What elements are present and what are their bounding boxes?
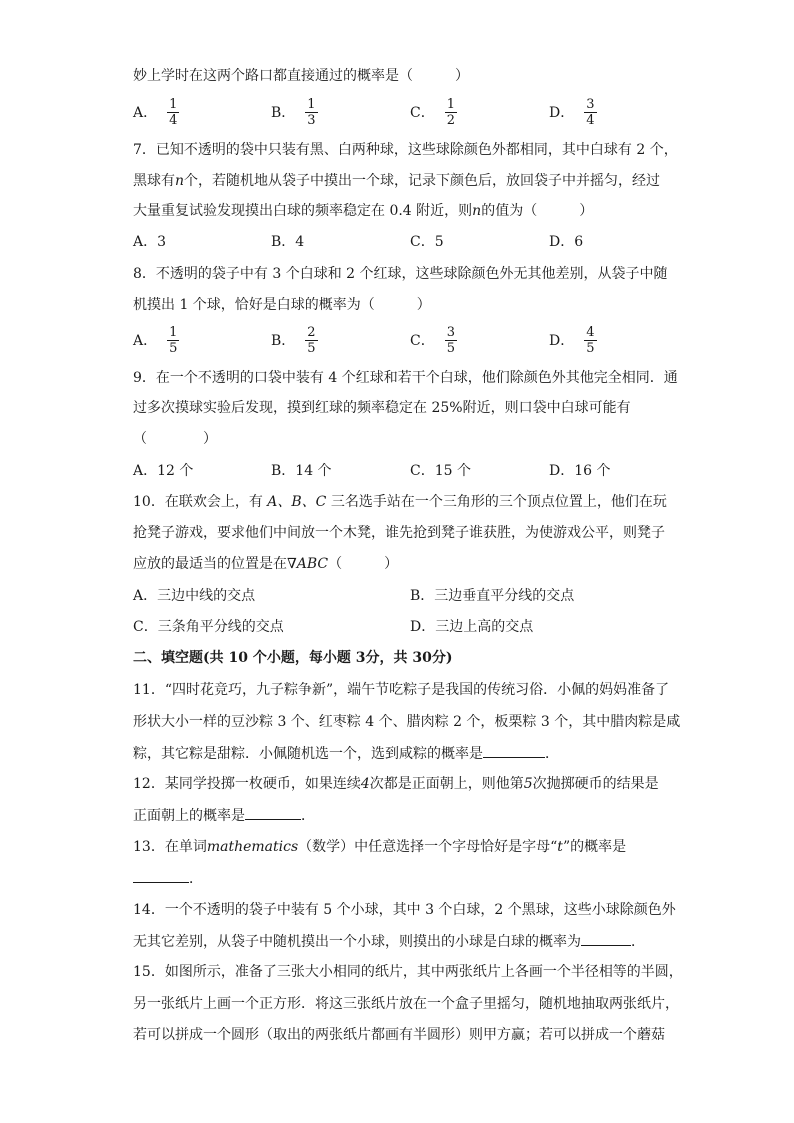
q6-option-d[interactable] <box>549 92 597 132</box>
q14-line-2: 无其它差别，从袋子中随机摸出一个小球，则摸出的小球是白球的概率为 ． <box>133 931 645 952</box>
fraction: $\frac{3}{4}$ <box>586 96 595 128</box>
q8-option-b[interactable] <box>271 320 318 360</box>
q6-option-b[interactable] <box>271 92 318 132</box>
q10-line-2: 抢凳子游戏，要求他们中间放一个木凳，谁先抢到凳子谁获胜，为使游戏公平，则凳子 <box>133 525 665 541</box>
q11-line-2: 形状大小一样的豆沙粽 3 个、红枣粽 4 个、腊肉粽 2 个，板栗粽 3 个，其中腊肉粽是咸 <box>133 714 681 730</box>
option-label: B． <box>271 333 296 349</box>
q7-option-a[interactable]: A．3 <box>133 234 167 250</box>
q8-option-a[interactable] <box>133 320 179 360</box>
q15-line-1: 15．如图所示，准备了三张大小相同的纸片，其中两张纸片上各画一个半径相等的半圆， <box>133 964 683 980</box>
q7-option-c[interactable]: C．5 <box>410 234 444 250</box>
q9-option-b[interactable]: B．14 个 <box>271 463 332 479</box>
q8-option-d[interactable] <box>549 320 597 360</box>
q8-line-2: 机摸出 1 个球，恰好是白球的概率为（ ） <box>133 297 431 313</box>
q11-line-3: 粽，其它粽是甜粽．小佩随机选一个，选到咸粽的概率是 ． <box>133 743 559 764</box>
answer-blank[interactable] <box>245 805 301 820</box>
q11-line-1: 11．“四时花竞巧，九子粽争新”，端午节吃粽子是我国的传统习俗．小佩的妈妈准备了 <box>133 682 670 698</box>
answer-blank[interactable] <box>483 743 545 758</box>
q8-options <box>133 320 693 360</box>
answer-blank[interactable] <box>133 868 189 883</box>
option-label: C． <box>410 333 435 349</box>
q9-line-2: 过多次摸球实验后发现，摸到红球的频率稳定在 25%附近，则口袋中白球可能有 <box>133 400 631 416</box>
q6-options <box>133 92 693 132</box>
fraction: $\frac{1}{4}$ <box>169 96 178 128</box>
q9-option-a[interactable]: A．12 个 <box>133 463 194 479</box>
q6-stem-tail: 妙上学时在这两个路口都直接通过的概率是（ ） <box>133 68 469 84</box>
fraction: $\frac{4}{5}$ <box>586 324 595 356</box>
q13-line-1: 13．在单词mathematics（数学）中任意选择一个字母恰好是字母“t”的概率是 <box>133 839 627 855</box>
option-label: C． <box>410 105 435 121</box>
fraction: $\frac{1}{5}$ <box>169 324 178 356</box>
option-label: D． <box>549 105 575 121</box>
q7-line-1: 7．已知不透明的袋中只装有黑、白两种球，这些球除颜色外都相同，其中白球有 2 个， <box>133 142 678 158</box>
q8-option-c[interactable] <box>410 320 457 360</box>
q10-option-b[interactable]: B．三边垂直平分线的交点 <box>410 588 575 604</box>
q10-line-3: 应放的最适当的位置是在∇ABC（ ） <box>133 556 399 572</box>
q8-line-1: 8．不透明的袋子中有 3 个白球和 2 个红球，这些球除颜色外无其他差别，从袋子中随 <box>133 266 668 282</box>
q6-option-c[interactable] <box>410 92 457 132</box>
q12-line-2: 正面朝上的概率是 ． <box>133 805 315 826</box>
q10-line-1: 10．在联欢会上，有 A、B、C 三名选手站在一个三角形的三个顶点位置上，他们在玩 <box>133 494 667 510</box>
q10-option-c[interactable]: C．三条角平分线的交点 <box>133 619 284 635</box>
fraction: $\frac{2}{5}$ <box>307 324 316 356</box>
q12-line-1: 12．某同学投掷一枚硬币，如果连续4次都是正面朝上，则他第5次抛掷硬币的结果是 <box>133 776 659 792</box>
q7-option-d[interactable]: D．6 <box>549 234 584 250</box>
q6-option-a[interactable] <box>133 92 179 132</box>
fraction: $\frac{1}{2}$ <box>446 96 455 128</box>
section-title: 二、填空题(共 10 个小题，每小题 3分，共 30分) <box>133 650 453 666</box>
answer-blank[interactable] <box>581 931 631 946</box>
q7-line-3: 大量重复试验发现摸出白球的频率稳定在 0.4 附近，则n的值为（ ） <box>133 203 594 219</box>
q15-line-2: 另一张纸片上画一个正方形．将这三张纸片放在一个盒子里摇匀，随机地抽取两张纸片， <box>133 996 679 1012</box>
q9-line-1: 9．在一个不透明的口袋中装有 4 个红球和若干个白球，他们除颜色外其他完全相同．通 <box>133 370 678 386</box>
q7-line-2: 黑球有n个，若随机地从袋子中摸出一个球，记录下颜色后，放回袋子中并摇匀，经过 <box>133 173 661 189</box>
q10-option-a[interactable]: A．三边中线的交点 <box>133 588 256 604</box>
q7-option-b[interactable]: B．4 <box>271 234 305 250</box>
q10-option-d[interactable]: D．三边上高的交点 <box>410 619 534 635</box>
q14-line-1: 14．一个不透明的袋子中装有 5 个小球，其中 3 个白球，2 个黑球，这些小球除颜色外 <box>133 902 676 918</box>
fraction: $\frac{3}{5}$ <box>446 324 455 356</box>
q9-option-c[interactable]: C．15 个 <box>410 463 471 479</box>
option-label: B． <box>271 105 296 121</box>
q15-line-3: 若可以拼成一个圆形（取出的两张纸片都画有半圆形）则甲方赢；若可以拼成一个蘑菇 <box>133 1027 665 1043</box>
option-label: A． <box>133 333 158 349</box>
q13-line-2: ． <box>133 868 203 889</box>
q9-option-d[interactable]: D．16 个 <box>549 463 611 479</box>
q9-line-3: （ ） <box>133 431 217 447</box>
fraction: $\frac{1}{3}$ <box>307 96 316 128</box>
option-label: D． <box>549 333 575 349</box>
option-label: A． <box>133 105 158 121</box>
